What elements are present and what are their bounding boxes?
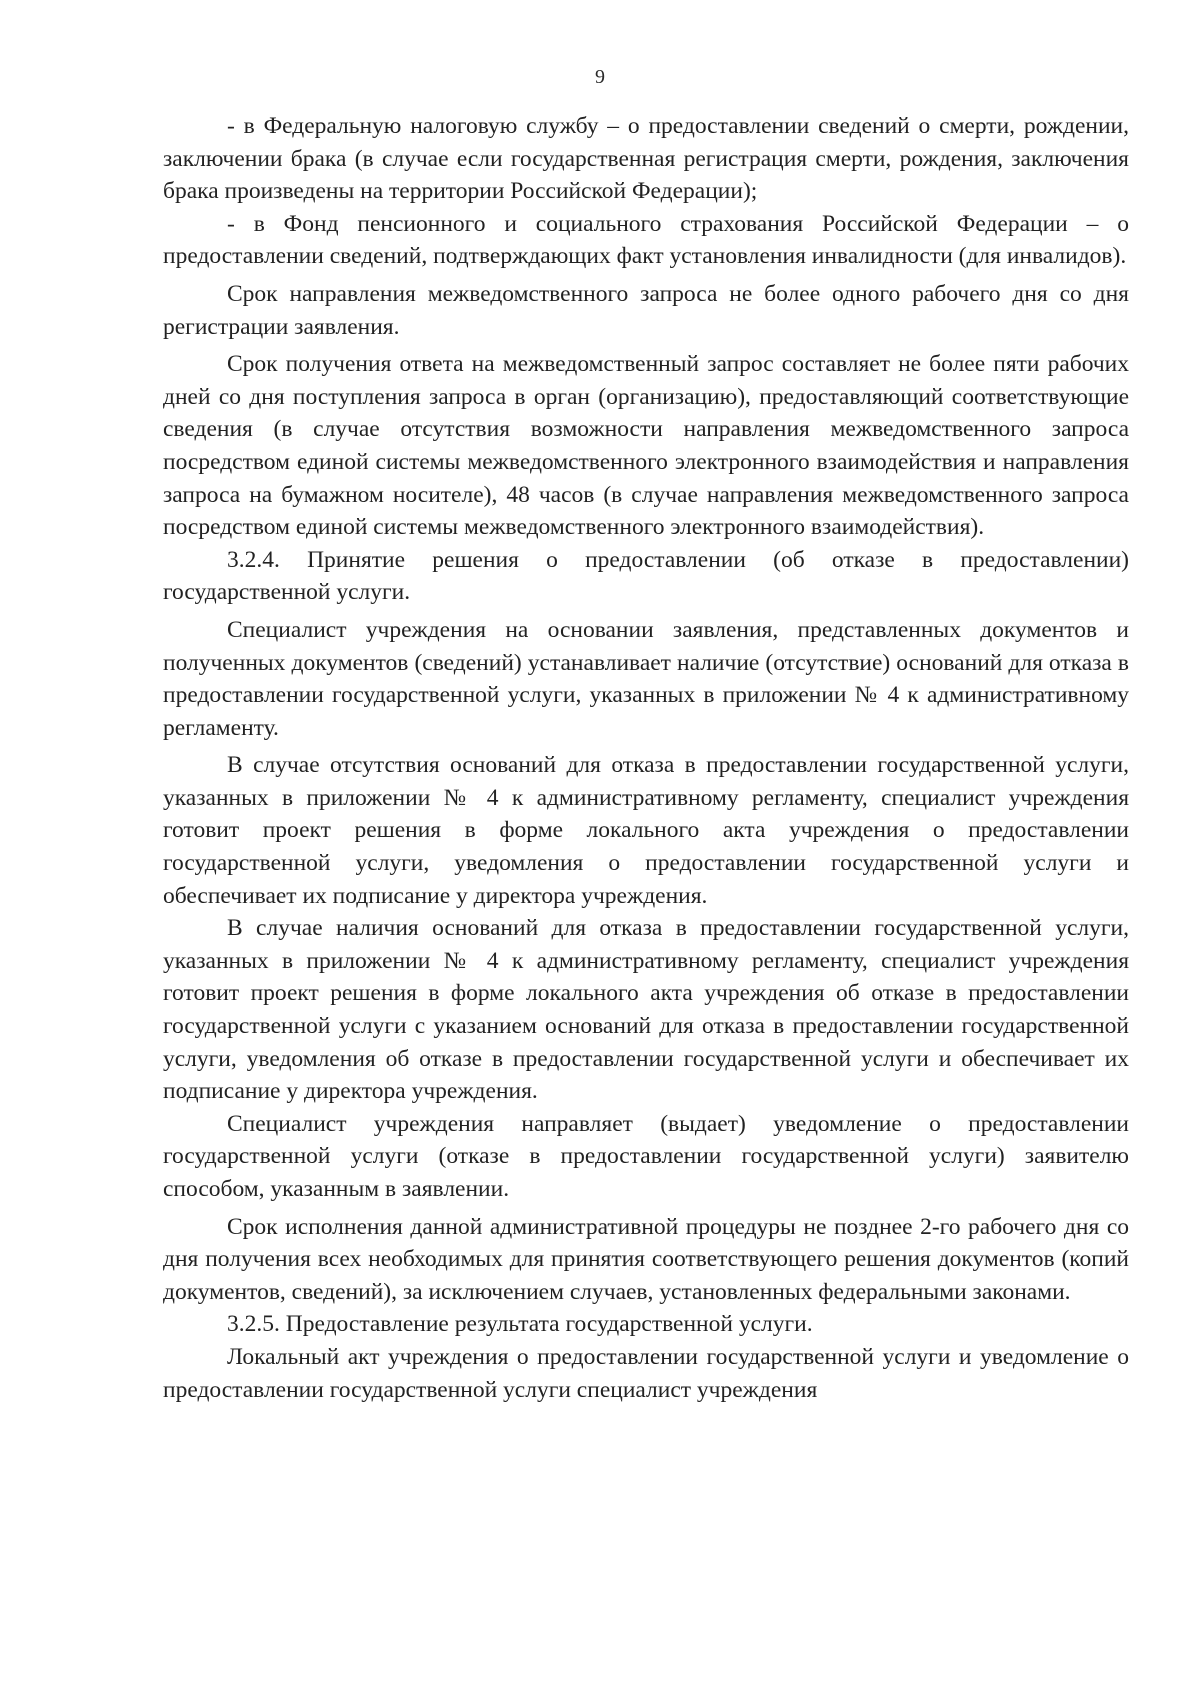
paragraph-no-refusal-grounds: В случае отсутствия оснований для отказа в предоставлении государственной услуги, указанных в приложении № 4 к административному регламенту, специалист учреждения готовит проект решения в форме локального акта учреждения о предоставлении государственной услуги, уведомления о предоставлении государственной услуги и обеспечивает их подписание у директора учреждения. (163, 752, 1129, 909)
paragraph-local-act: Локальный акт учреждения о предоставлении государственной услуги и уведомление о предоставлении государственной услуги специалист учреждения (163, 1343, 1129, 1403)
paragraph-notification-sending: Специалист учреждения направляет (выдает) уведомление о предоставлении государственной услуги (отказе в предоставлении государственной услуги) заявителю способом, указанным в заявлении. (163, 1110, 1129, 1202)
paragraph-response-deadline: Срок получения ответа на межведомственный запрос составляет не более пяти рабочих дней со дня поступления запроса в орган (организацию), предоставляющий соответствующие сведения (в случае отсутствия возможности направления межведомственного запроса посредством единой системы межведомственного электронного взаимодействия и направления запроса на бумажном носителе), 48 часов (в случае направления межведомственного запроса посредством единой системы межведомственного электронного взаимодействия). (163, 351, 1129, 541)
paragraph-pension-fund-request: - в Фонд пенсионного и социального страхования Российской Федерации – о предоставлении сведений, подтверждающих факт установления инвалидности (для инвалидов). (163, 210, 1129, 270)
section-heading-3-2-4: 3.2.4. Принятие решения о предоставлении (об отказе в предоставлении) государственной услуги. (163, 546, 1129, 606)
paragraph-refusal-grounds: В случае наличия оснований для отказа в предоставлении государственной услуги, указанных в приложении № 4 к административному регламенту, специалист учреждения готовит проект решения в форме локального акта учреждения об отказе в предоставлении государственной услуги с указанием оснований для отказа в предоставлении государственной услуги, уведомления об отказе в предоставлении государственной услуги и обеспечивает их подписание у директора учреждения. (163, 915, 1129, 1105)
paragraph-procedure-deadline: Срок исполнения данной административной процедуры не позднее 2-го рабочего дня со дня получения всех необходимых для принятия соответствующего решения документов (копий документов, сведений), за исключением случаев, установленных федеральными законами. (163, 1213, 1129, 1305)
page-number: 9 (595, 66, 605, 88)
section-heading-3-2-5: 3.2.5. Предоставление результата государственной услуги. (227, 1311, 813, 1338)
document-body (163, 110, 1129, 1406)
paragraph-specialist-review: Специалист учреждения на основании заявления, представленных документов и полученных документов (сведений) устанавливает наличие (отсутствие) оснований для отказа в предоставлении государственной услуги, указанных в приложении № 4 к административному регламенту. (163, 616, 1129, 741)
paragraph-fns-request: - в Федеральную налоговую службу – о предоставлении сведений о смерти, рождении, заключении брака (в случае если государственная регистрация смерти, рождения, заключения брака произведены на территории Российской Федерации); (163, 113, 1129, 205)
paragraph-request-deadline: Срок направления межведомственного запроса не более одного рабочего дня со дня регистрации заявления. (163, 280, 1129, 340)
